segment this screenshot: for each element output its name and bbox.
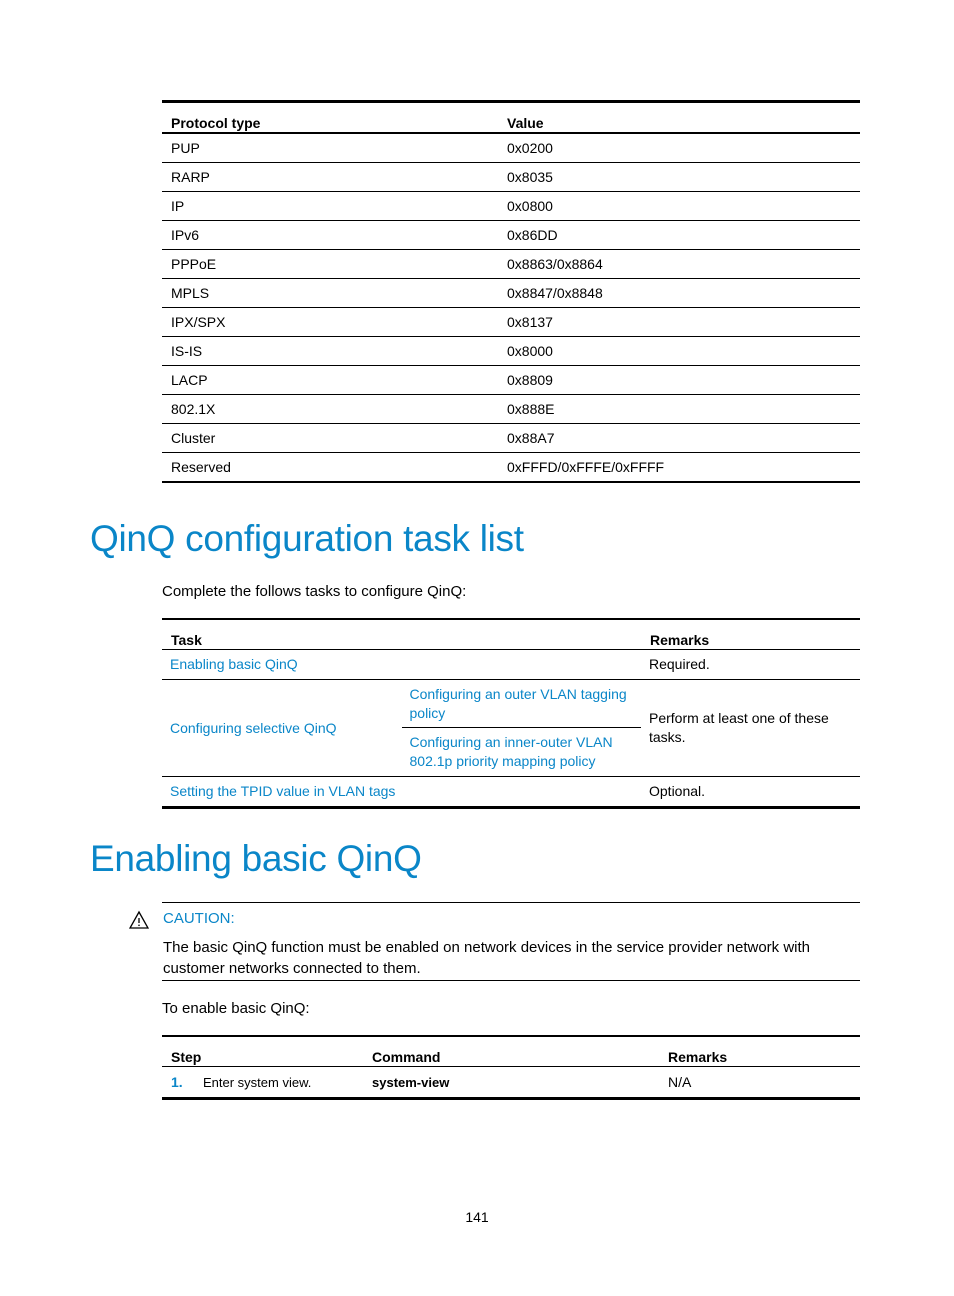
value-cell: 0x0200 xyxy=(498,133,860,163)
value-cell: 0x86DD xyxy=(498,221,860,250)
table-row xyxy=(162,133,860,163)
table-row xyxy=(162,777,860,808)
link-outer-vlan-tagging-policy[interactable]: Configuring an outer VLAN tagging policy xyxy=(409,685,627,721)
page-number: 141 xyxy=(465,1209,489,1225)
value-cell: 0x8847/0x8848 xyxy=(498,279,860,308)
link-priority-mapping-policy[interactable]: Configuring an inner-outer VLAN 802.1p priority mapping policy xyxy=(409,734,613,769)
caution-label: CAUTION: xyxy=(163,910,235,927)
link-enabling-basic-qinq[interactable]: Enabling basic QinQ xyxy=(170,656,298,672)
section-title-enabling-basic-qinq: Enabling basic QinQ xyxy=(90,838,422,879)
table-row xyxy=(162,192,860,221)
table-row xyxy=(162,424,860,453)
table-row xyxy=(162,250,860,279)
table-row xyxy=(162,1067,860,1099)
remarks-cell: Perform at least one of these tasks. xyxy=(641,680,860,777)
protocol-type-table xyxy=(162,100,860,483)
step-table xyxy=(162,1035,860,1100)
column-header-task: Task xyxy=(162,619,641,650)
enable-qinq-intro: To enable basic QinQ: xyxy=(162,1000,310,1017)
column-header-value: Value xyxy=(498,102,860,134)
caution-icon xyxy=(129,910,149,930)
table-row xyxy=(162,308,860,337)
section-title-task-list: QinQ configuration task list xyxy=(90,518,524,559)
column-header-protocol-type: Protocol type xyxy=(162,102,498,134)
value-cell: 0xFFFD/0xFFFE/0xFFFF xyxy=(507,459,665,475)
table-row xyxy=(162,453,860,483)
table-row xyxy=(162,279,860,308)
table-row xyxy=(162,337,860,366)
command-cell: system-view xyxy=(372,1074,450,1090)
table-row xyxy=(162,221,860,250)
subtask-cell xyxy=(402,680,642,728)
table-header-row xyxy=(162,619,860,650)
protocol-cell: RARP xyxy=(162,163,498,192)
protocol-cell: 802.1X xyxy=(162,395,498,424)
remarks-cell: Optional. xyxy=(649,783,706,799)
protocol-cell: MPLS xyxy=(162,279,498,308)
table-row xyxy=(162,395,860,424)
protocol-cell: Cluster xyxy=(162,424,498,453)
step-number: 1. xyxy=(171,1074,183,1090)
step-text: Enter system view. xyxy=(203,1075,312,1090)
value-cell: 0x888E xyxy=(498,395,860,424)
table-row xyxy=(162,366,860,395)
protocol-cell: Reserved xyxy=(171,459,231,475)
protocol-cell: IS-IS xyxy=(162,337,498,366)
value-cell: 0x8863/0x8864 xyxy=(498,250,860,279)
table-header-row xyxy=(162,1036,860,1067)
value-cell: 0x8137 xyxy=(498,308,860,337)
protocol-cell: IP xyxy=(162,192,498,221)
column-header-step: Step xyxy=(162,1036,363,1067)
value-cell: 0x8809 xyxy=(498,366,860,395)
table-row xyxy=(162,680,860,728)
task-cell xyxy=(162,777,641,808)
task-list-intro: Complete the follows tasks to configure QinQ: xyxy=(162,583,467,600)
subtask-cell xyxy=(402,728,642,777)
table-row xyxy=(162,163,860,192)
value-cell: 0x88A7 xyxy=(498,424,860,453)
protocol-cell: PPPoE xyxy=(162,250,498,279)
table-header-row xyxy=(162,102,860,134)
protocol-cell: PUP xyxy=(162,133,498,163)
protocol-cell: LACP xyxy=(162,366,498,395)
table-row xyxy=(162,650,860,680)
value-cell: 0x8035 xyxy=(498,163,860,192)
value-cell: 0x8000 xyxy=(498,337,860,366)
protocol-cell: IPX/SPX xyxy=(162,308,498,337)
link-setting-tpid-value[interactable]: Setting the TPID value in VLAN tags xyxy=(170,783,396,799)
column-header-remarks: Remarks xyxy=(641,619,860,650)
protocol-cell: IPv6 xyxy=(162,221,498,250)
remarks-cell: N/A xyxy=(668,1074,692,1090)
link-configuring-selective-qinq[interactable]: Configuring selective QinQ xyxy=(170,719,337,736)
task-table xyxy=(162,618,860,809)
task-cell xyxy=(162,680,402,777)
column-header-command: Command xyxy=(363,1036,659,1067)
step-cell xyxy=(162,1067,363,1099)
remarks-cell: Required. xyxy=(641,650,860,680)
task-cell xyxy=(162,650,641,680)
caution-text: The basic QinQ function must be enabled on network devices in the service provider network with customer networks connected to them. xyxy=(163,939,810,977)
value-cell: 0x0800 xyxy=(498,192,860,221)
column-header-remarks: Remarks xyxy=(659,1036,860,1067)
